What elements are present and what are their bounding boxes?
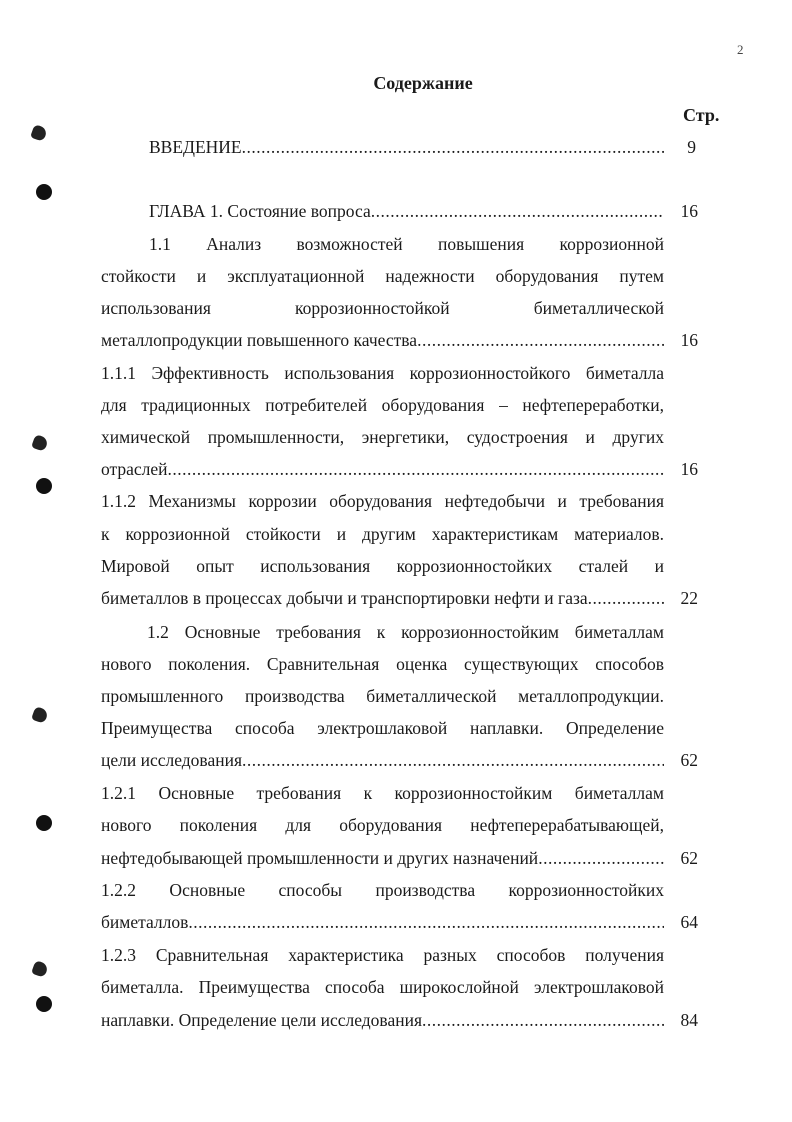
toc-entry-line: нового поколения. Сравнительная оценка существующих способов [101,654,664,674]
page-number: 2 [737,42,744,57]
toc-entry-section-1-2-1[interactable] [101,846,664,870]
toc-entry-line: нового поколения для оборудования нефтеперерабатывающей, [101,815,664,835]
toc-entry-chapter-1[interactable] [149,199,664,223]
toc-entry-line: химической промышленности, энергетики, судостроения и других [101,427,664,447]
toc-entry-text: металлопродукции повышенного качества [101,330,418,350]
toc-entry-section-1-1[interactable] [101,328,664,352]
toc-entry-line: 1.2.1 Основные требования к коррозионностойким биметаллам [101,783,664,803]
toc-entry-line: 1.2 Основные требования к коррозионностойким биметаллам [147,622,664,642]
toc-entry-line: биметалла. Преимущества способа широкослойной электрошлаковой [101,977,664,997]
toc-entry-line: для традиционных потребителей оборудования – нефтепереработки, [101,395,664,415]
toc-page-number: 16 [680,201,698,221]
toc-entry-line: 1.2.3 Сравнительная характеристика разных способов получения [101,945,664,965]
toc-page-number: 16 [680,330,698,350]
toc-entry-line: стойкости и эксплуатационной надежности оборудования путем [101,266,664,286]
page-title: Содержание [373,73,473,93]
toc-entry-line: использования коррозионностойкой биметаллической [101,298,664,318]
binder-hole-mark [36,478,52,494]
scan-blot-mark [31,434,49,452]
toc-entry-text: нефтедобывающей промышленности и других назначений [101,848,539,868]
toc-entry-text: цели исследования [101,750,243,770]
toc-page-number: 62 [680,750,698,770]
toc-page-number: 16 [680,459,698,479]
toc-entry-text: ГЛАВА 1. Состояние вопроса [149,201,371,221]
toc-entry-line: 1.1.2 Механизмы коррозии оборудования нефтедобычи и требования [101,491,664,511]
toc-page-number: 22 [680,588,698,608]
toc-entry-text: биметаллов в процессах добычи и транспортировки нефти и газа [101,588,588,608]
toc-entry-text: биметаллов [101,912,189,932]
toc-entry-text: ВВЕДЕНИЕ [149,137,242,157]
toc-entry-line: к коррозионной стойкости и другим характеристикам материалов. [101,524,664,544]
toc-entry-section-1-2[interactable] [101,748,664,772]
toc-entry-line: 1.1 Анализ возможностей повышения коррозионной [149,234,664,254]
toc-entry-line: 1.2.2 Основные способы производства коррозионностойких [101,880,664,900]
scan-blot-mark [31,706,49,724]
scan-blot-mark [30,124,48,142]
scan-blot-mark [31,960,49,978]
toc-entry-text: отраслей [101,459,168,479]
binder-hole-mark [36,996,52,1012]
toc-entry-line: Мировой опыт использования коррозионностойких сталей и [101,556,664,576]
binder-hole-mark [36,815,52,831]
toc-entry-section-1-1-1[interactable] [101,457,664,481]
toc-entry-line: Преимущества способа электрошлаковой наплавки. Определение [101,718,664,738]
toc-entry-line: 1.1.1 Эффективность использования коррозионностойкого биметалла [101,363,664,383]
toc-entry-section-1-1-2[interactable] [101,586,664,610]
binder-hole-mark [36,184,52,200]
toc-page-number: 62 [680,848,698,868]
toc-entry-section-1-2-2[interactable] [101,910,664,934]
page-column-label: Стр. [683,105,720,125]
toc-page-number: 9 [687,137,696,157]
toc-page-number: 84 [680,1010,698,1030]
toc-entry-line: промышленного производства биметаллической металлопродукции. [101,686,664,706]
toc-entry-text: наплавки. Определение цели исследования [101,1010,422,1030]
toc-page-number: 64 [680,912,698,932]
toc-entry-section-1-2-3[interactable] [101,1008,664,1032]
toc-entry-introduction[interactable] [149,135,664,159]
